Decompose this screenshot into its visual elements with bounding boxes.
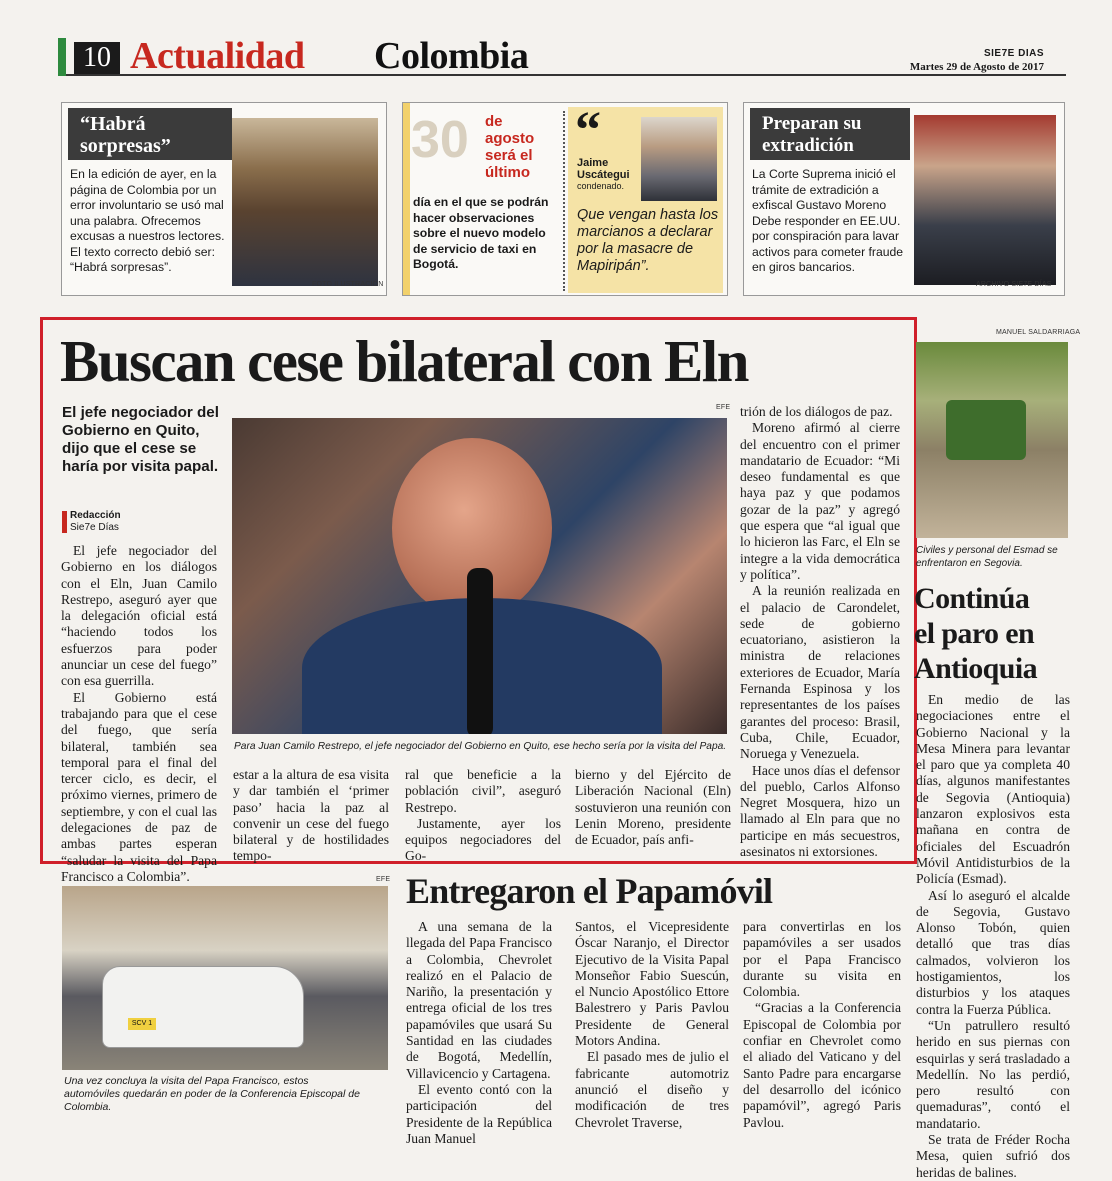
byline-name: Redacción (70, 510, 121, 521)
side-photo-vehicle (946, 400, 1026, 460)
issue-date: Martes 29 de Agosto de 2017 (909, 61, 1044, 73)
main-col1-p2: El Gobierno está trabajando para que el cese del fuego, que sería bilateral, también sea temporal para el final del tercer ciclo, es decir, el próximo viernes, primero de septiembre, y con el cual las delegaciones de paz de ambas partes esperan “saludar la visita del Papa Francisco a Colombia”. (61, 689, 217, 884)
box2-quote-mark: “ (575, 102, 601, 159)
box1-title-line2: sorpresas” (80, 135, 171, 157)
main-col2 (233, 767, 389, 865)
page-number: 10 (74, 42, 120, 74)
side-headline-line2: el paro en (914, 617, 1035, 650)
side-headline-line1: Continúa (914, 582, 1030, 615)
main-col5-p2: Moreno afirmó al cierre del encuentro con el primer mandatario de Ecuador: “Mi deseo fundamental es que haya paz y que podamos gozar de la paz” y agregó que espera que “al igual que lo hicieron las Farc, el Eln se integre a la vida democrática y política”. (740, 420, 900, 582)
box2-accent-bar (403, 103, 410, 295)
main-col5-p1: trión de los diálogos de paz. (740, 404, 893, 419)
box3-title-line2: extradición (762, 135, 854, 156)
bottom-photo-caption: Una vez concluya la visita del Papa Francisco, estos automóviles quedarán en poder de la Conferencia Episcopal de Colombia. (64, 1075, 360, 1113)
main-photo-caption: Para Juan Camilo Restrepo, el jefe negociador del Gobierno en Quito, ese hecho sería por la visita del Papa. (234, 741, 727, 752)
box-extradicion (743, 102, 1065, 296)
box2-text: día en el que se podrán hacer observaciones sobre el nuevo modelo de servicio de taxi en Bogotá. (413, 195, 549, 271)
brand-name: SIE7E DIAS (983, 48, 1044, 59)
main-deck: El jefe negociador del Gobierno en Quito, dijo que el cese se haría por visita papal. (62, 404, 219, 475)
bottom-col1-p2: El evento contó con la participación del Presidente de la República Juan Manuel (406, 1081, 552, 1146)
bottom-photo-papamovil (62, 886, 388, 1070)
bottom-col1 (406, 919, 552, 1147)
main-col4-text: bierno y del Ejército de Liberación Nacional (Eln) sostuvieron una reunión con Lenin Moreno, presidente de Ecuador, país anfi- (575, 767, 731, 848)
main-col4 (575, 767, 731, 848)
box2-person-name1: Jaime (577, 157, 609, 169)
section-title: Actualidad (130, 35, 305, 77)
box3-text: La Corte Suprema inició el trámite de extradición a exfiscal Gustavo Moreno Debe responder en EE.UU. por conspiración para lavar activos para cometer fraude en giros bancarios. (752, 167, 904, 274)
side-photo-credit: MANUEL SALDARRIAGA (996, 329, 1081, 336)
main-col1-p1: El jefe negociador del Gobierno en los diálogos con el Eln, Juan Camilo Restrepo, aseguró ayer que la delegación oficial está “haciendo todos los esfuerzos para poder anunciar un cese del fuego” con esa guerrilla. (61, 543, 217, 689)
bottom-col3-p1: para convertirlas en los papamóviles a ser usados por el Papa Francisco durante su visita en Colombia. (743, 919, 901, 1000)
page-header (58, 34, 1068, 82)
main-col5-p4: Hace unos días el defensor del pueblo, Carlos Alfonso Negret Mosquera, hizo un llamado al Eln para que no participe en más secuestros, asesinatos ni extorsiones. (740, 762, 900, 860)
box2-date-line1: de (485, 113, 503, 130)
box2-portrait (641, 117, 717, 201)
main-photo-microphone (467, 568, 493, 734)
side-p4: Se trata de Fréder Rocha Mesa, quien sufrió dos heridas de balines. (916, 1132, 1070, 1180)
bottom-col3-p2: “Gracias a la Conferencia Episcopal de Colombia por confiar en Chevrolet como el aliado del Vaticano y del Santo Padre para encargarse del desarrollo del icónico papamóvil”, agregó Paris Pavlou. (743, 1000, 901, 1130)
main-col5 (740, 404, 900, 860)
box2-date-line4: último (485, 164, 530, 181)
bottom-photo-car (102, 966, 304, 1048)
main-headline: Buscan cese bilateral con Eln (60, 328, 748, 394)
bottom-photo-plate: SCV 1 (128, 1018, 156, 1030)
side-photo-segovia (916, 342, 1068, 538)
box1-photo-congress (232, 118, 378, 286)
bottom-col2-p2: El pasado mes de julio el fabricante automotriz anunció el diseño y modificación de tres Chevrolet Traverse, (575, 1049, 729, 1130)
header-green-bar (58, 38, 66, 76)
box2-big-number: 30 (411, 111, 469, 169)
box3-title-line1: Preparan su (762, 113, 862, 134)
bottom-col2-p1: Santos, el Vicepresidente Óscar Naranjo, el Director Ejecutivo de la Visita Papal Monseñor Fabio Suescún, el Nuncio Apostólico Ettore Balestrero y Paris Pavlou Presidente de General Motors Andina. (575, 919, 729, 1049)
main-col1 (61, 543, 217, 902)
main-col3-p1: ral que beneficie a la población civil”, aseguró Restrepo. (405, 767, 561, 815)
side-p3: “Un patrullero resultó herido en sus piernas con esquirlas y será trasladado a Medellín. No las perdió, pero resultó con quemaduras”, contó el mandatario. (916, 1017, 1070, 1131)
bottom-headline: Entregaron el Papamóvil (406, 871, 773, 911)
box2-date-line2: agosto (485, 130, 535, 147)
side-photo-caption: Civiles y personal del Esmad se enfrentaron en Segovia. (916, 545, 1058, 569)
box2-dotted-divider (563, 111, 565, 291)
side-p2: Así lo aseguró el alcalde de Segovia, Gustavo Alonso Tobón, quien detalló que tras días calmados, volvieron los hostigamientos, los disturbios y los ataques contra la Fuerza Pública. (916, 887, 1070, 1017)
box2-quote: Que vengan hasta los marcianos a declarar por la masacre de Mapiripán”. (577, 207, 719, 274)
bottom-col1-p1: A una semana de la llegada del Papa Francisco a Colombia, Chevrolet realizó en el Palacio de Nariño, la presentación y entrega oficial de los tres papamóviles que usará Su Santidad en las ciudades de Bogotá, Medellín, Villavicencio y Cartagena. (406, 919, 552, 1081)
box2-person-name2: Uscátegui (577, 169, 630, 181)
byline-marker (62, 511, 67, 533)
box-habra-sorpresas (61, 102, 387, 296)
main-col3-p2: Justamente, ayer los equipos negociadores del Go- (405, 815, 561, 864)
bottom-photo-credit: EFE (376, 876, 391, 883)
box1-text: En la edición de ayer, en la página de Colombia por un error involuntario se usó mal una palabra. Ofrecemos excusas a nuestros lectores. El texto correcto debió ser: “Habrá sorpresas”. (70, 167, 225, 274)
box2-person-role: condenado. (577, 181, 625, 191)
box-30-agosto (402, 102, 728, 296)
region-title: Colombia (374, 35, 529, 77)
main-photo-credit: EFE (716, 404, 731, 411)
bottom-col2 (575, 919, 729, 1131)
bottom-col3 (743, 919, 901, 1131)
byline-outlet: Sie7e Días (70, 522, 119, 533)
main-col3 (405, 767, 561, 865)
box3-photo-credit: ARCHIVO SIE7E DÍAS (976, 281, 1052, 288)
side-p1: En medio de las negociaciones entre el Gobierno Nacional y la Mesa Minera para levantar el paro que ya completa 40 días, algunos manifestantes de Segovia (Antioquia) lanzaron explosivos esta mañana en contra de oficiales del Escuadrón Móvil Antidisturbios de la Policía (Esmad). (916, 692, 1070, 887)
box1-title-line1: “Habrá (80, 113, 146, 135)
box1-photo-credit: FOTO ILUSTRACIÓN (312, 281, 384, 288)
box2-date-line3: será el (485, 147, 533, 164)
main-col2-text: estar a la altura de esa visita y dar también el ‘primer paso’ hacia la paz al convenir un cese del fuego bilateral y de hostilidades tempo- (233, 767, 389, 864)
box3-photo-moreno (914, 115, 1056, 285)
main-photo-restrepo (232, 418, 727, 734)
main-col5-p3: A la reunión realizada en el palacio de Carondelet, sede de gobierno ecuatoriano, asistieron la ministra de relaciones exteriores de Ecuador, María Fernanda Espinosa y los representantes de los países garantes del proceso: Brasil, Cuba, Chile, Ecuador, Noruega y Venezuela. (740, 583, 900, 762)
side-headline-line3: Antioquia (914, 652, 1037, 685)
side-body (916, 692, 1070, 1181)
